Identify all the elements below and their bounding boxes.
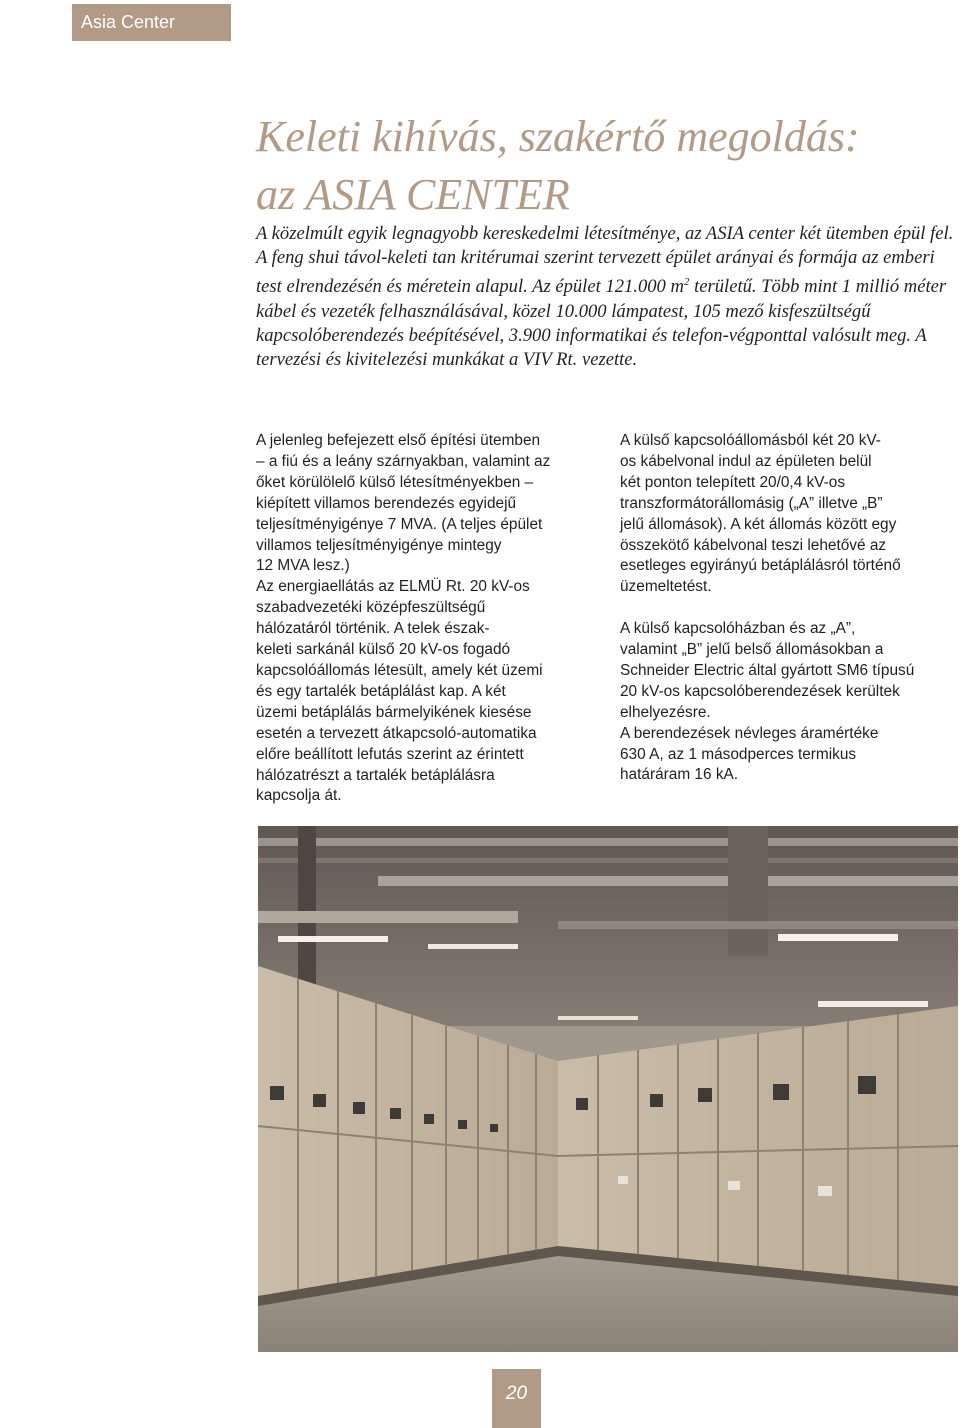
body-text-line: hálózatrészt a tartalék betáplálásra [256,766,495,784]
body-text-line: keleti sarkánál külső 20 kV-os fogadó [256,641,511,659]
article-title [256,108,936,224]
body-text-line: teljesítményigénye 7 MVA. (A teljes épület [256,515,543,533]
body-text-line: két ponton telepített 20/0,4 kV-os [620,473,846,491]
body-text-line: – a fiú és a leány szárnyakban, valamint az [256,452,551,470]
body-text-line: 12 MVA lesz.) [256,557,350,575]
body-text-line: A jelenleg befejezett első építési ütemben [256,432,541,449]
body-text-line: kapcsolja át. [256,787,342,805]
body-text-line: kapcsolóállomás létesült, amely két üzemi [256,661,543,679]
body-text-line: esetleges egyirányú betáplálásról történő [620,557,901,575]
lead-text: A közelmúlt egyik legnagyobb kereskedelmi létesítménye, az ASIA center két ütemben épül fel. A feng shui távol-keleti tan kritérumai szerint tervezett épület arányai és formája az emberi test elrendezésén és méretein alapul. Az épület 121.000 m [256,223,954,298]
body-column-left [256,431,596,807]
body-text-line: őket körülölelő külső létesítményekben – [256,473,534,491]
body-text-line: hálózatáról történik. A telek észak- [256,620,490,638]
body-text-line: elhelyezésre. [620,703,711,721]
body-text-line: transzformátorállomásig („A” illetve „B” [620,494,883,512]
body-text-line: Schneider Electric által gyártott SM6 típusú [620,661,915,679]
body-text-line: szabadvezetéki középfeszültségű [256,599,486,617]
body-text-line: összekötő kábelvonal teszi lehetővé az [620,536,887,554]
body-text-line: A külső kapcsolóállomásból két 20 kV- [620,432,881,449]
body-text-line: 630 A, az 1 másodperces termikus [620,745,857,763]
body-column-right [620,431,950,786]
body-text-line: határáram 16 kA. [620,766,739,784]
body-text-line: esetén a tervezett átkapcsoló-automatika [256,724,537,742]
article-lead [256,222,956,372]
body-text-line: üzemeltetést. [620,578,712,596]
body-text-line: valamint „B” jelű belső állomásokban a [620,641,884,659]
lead-text: területű. Több mint 1 millió méter kábel és vezeték felhasználásával, közel 10.000 lámpatest, 105 mező kisfeszültségű kapcsolóberendezés beépítésével, 3.900 informatikai és telefon-végponttal valósult meg. A tervezési és kivitelezési munkákat a VIV Rt. vezette. [256,276,947,371]
article-title-line: az ASIA CENTER [256,170,570,219]
switchgear-photo [258,826,958,1352]
section-label: Asia Center [72,4,231,41]
page-number: 20 [492,1369,541,1428]
body-text-line: előre beállított lefutás szerint az érintett [256,745,524,763]
body-text-line: jelű állomások). A két állomás között egy [620,515,897,533]
article-title-line: Keleti kihívás, szakértő megoldás: [256,112,860,161]
lead-superscript: 2 [683,276,690,289]
body-text-line: és egy tartalék betáplálást kap. A két [256,682,506,700]
body-text-line: A berendezések névleges áramértéke [620,724,879,742]
body-text-line: kiépített villamos berendezés egyidejű [256,494,517,512]
body-text-line: Az energiaellátás az ELMÜ Rt. 20 kV-os [256,578,530,596]
body-text-line: villamos teljesítményigénye mintegy [256,536,502,554]
body-text-line: 20 kV-os kapcsolóberendezések kerültek [620,682,900,700]
paragraph-gap [620,598,950,619]
body-text-line: üzemi betáplálás bármelyikének kiesése [256,703,532,721]
body-text-line: os kábelvonal indul az épületen belül [620,452,872,470]
body-text-line: A külső kapcsolóházban és az „A”, [620,620,856,638]
